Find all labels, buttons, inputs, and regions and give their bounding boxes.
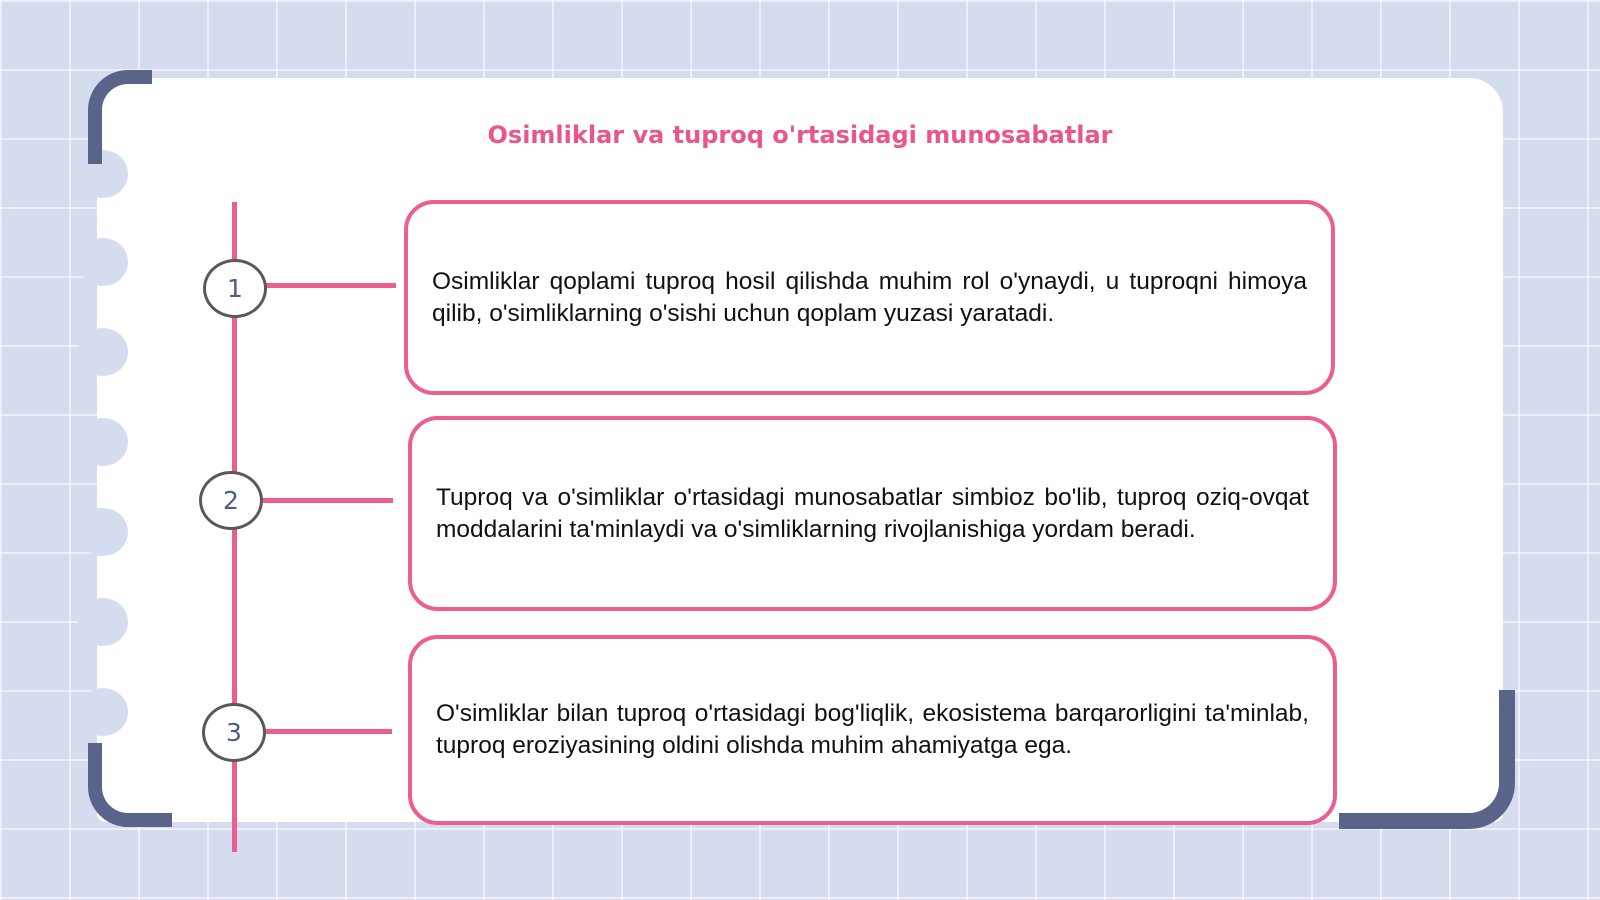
step-card-text: O'simliklar bilan tuproq o'rtasidagi bog'liqlik, ekosistema barqarorligini ta'minlab, tuproq eroziyasining oldini olishda muhim ahamiyatga ega. [436, 700, 1309, 759]
paper-notch [78, 688, 128, 736]
step-card-text: Tuproq va o'simliklar o'rtasidagi munosabatlar simbioz bo'lib, tuproq oziq-ovqat moddalarini ta'minlaydi va o'simliklarning rivojlanishiga yordam beradi. [436, 483, 1309, 543]
corner-bracket-bottom-right [1339, 690, 1515, 829]
paper-notch [78, 328, 128, 376]
slide-title: Osimliklar va tuproq o'rtasidagi munosabatlar [487, 121, 1113, 149]
timeline-connector [263, 498, 393, 503]
step-number-badge: 3 [202, 703, 266, 762]
corner-bracket-top-left [88, 70, 152, 164]
paper-notch [78, 238, 128, 286]
paper-notch [78, 598, 128, 646]
step-card [404, 200, 1335, 395]
step-number-badge: 2 [199, 471, 263, 530]
corner-bracket-bottom-left [88, 743, 172, 827]
step-number-badge: 1 [203, 259, 267, 318]
step-card [408, 635, 1337, 825]
timeline-connector [266, 729, 392, 734]
step-card-text: Osimliklar qoplami tuproq hosil qilishda muhim rol o'ynaydi, u tuproqni himoya qilib, o'simliklarning o'sishi uchun qoplam yuzasi yaratadi. [432, 267, 1307, 327]
paper-notch [78, 508, 128, 556]
paper-notch [78, 418, 128, 466]
step-card [408, 416, 1337, 611]
timeline-connector [266, 283, 396, 288]
